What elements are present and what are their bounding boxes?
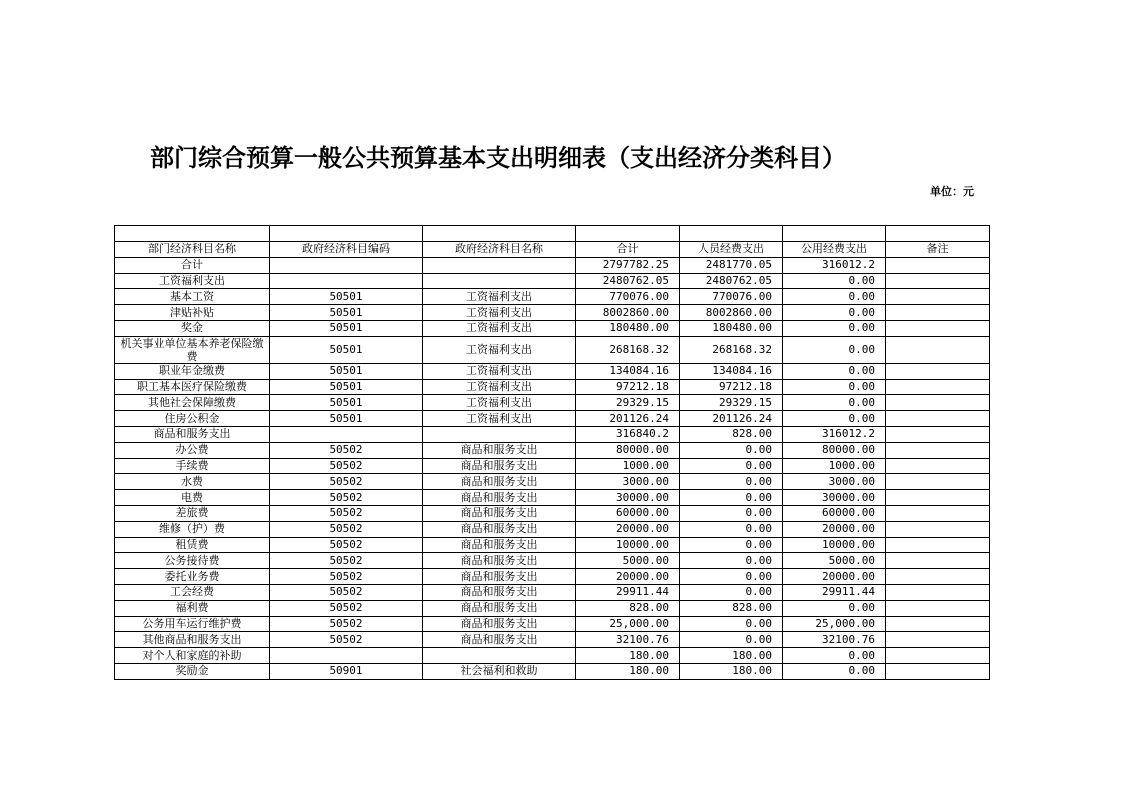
header-cell: 备注 [886,242,990,258]
table-row [115,379,990,395]
table-row [115,458,990,474]
row-public-cell: 3000.00 [783,474,886,490]
row-public-cell: 0.00 [783,379,886,395]
header-row [115,242,990,258]
row-personnel-cell: 97212.18 [680,379,783,395]
row-category-cell: 工资福利支出 [423,395,576,411]
row-total-cell: 10000.00 [576,537,680,553]
table-row [115,521,990,537]
table-row [115,320,990,336]
row-total-cell: 180480.00 [576,320,680,336]
row-total-cell: 97212.18 [576,379,680,395]
row-category-cell: 商品和服务支出 [423,553,576,569]
row-public-cell: 0.00 [783,395,886,411]
row-public-cell: 29911.44 [783,584,886,600]
row-total-cell: 8002860.00 [576,305,680,321]
row-remark-cell [886,569,990,585]
row-total-cell: 180.00 [576,663,680,679]
row-total-cell: 20000.00 [576,521,680,537]
table-row [115,600,990,616]
table-row [115,257,990,273]
row-remark-cell [886,584,990,600]
row-total-cell: 2480762.05 [576,273,680,289]
row-code-cell: 50501 [270,336,423,363]
row-category-cell: 工资福利支出 [423,336,576,363]
row-public-cell: 20000.00 [783,569,886,585]
row-total-cell: 201126.24 [576,411,680,427]
row-name-cell: 办公费 [115,442,270,458]
row-name-cell: 住房公积金 [115,411,270,427]
row-total-cell: 32100.76 [576,632,680,648]
row-personnel-cell: 828.00 [680,426,783,442]
table-row [115,289,990,305]
row-public-cell: 0.00 [783,273,886,289]
header-cell: 公用经费支出 [783,242,886,258]
row-remark-cell [886,632,990,648]
row-category-cell: 商品和服务支出 [423,632,576,648]
row-total-cell: 20000.00 [576,569,680,585]
row-personnel-cell: 0.00 [680,616,783,632]
row-remark-cell [886,553,990,569]
page-title: 部门综合预算一般公共预算基本支出明细表（支出经济分类科目） [150,143,846,172]
row-code-cell: 50502 [270,458,423,474]
table-row [115,305,990,321]
row-name-cell: 其他社会保障缴费 [115,395,270,411]
row-category-cell: 商品和服务支出 [423,537,576,553]
row-name-cell: 对个人和家庭的补助 [115,648,270,664]
table-row [115,505,990,521]
row-public-cell: 0.00 [783,289,886,305]
table-row [115,553,990,569]
table-row [115,426,990,442]
row-code-cell: 50501 [270,320,423,336]
row-total-cell: 180.00 [576,648,680,664]
row-category-cell: 商品和服务支出 [423,474,576,490]
row-name-cell: 奖励金 [115,663,270,679]
row-category-cell: 商品和服务支出 [423,521,576,537]
table-row [115,411,990,427]
row-personnel-cell: 0.00 [680,505,783,521]
row-code-cell: 50502 [270,584,423,600]
row-remark-cell [886,395,990,411]
row-remark-cell [886,305,990,321]
row-public-cell: 0.00 [783,600,886,616]
unit-label: 单位：元 [930,185,974,198]
row-category-cell: 商品和服务支出 [423,442,576,458]
row-remark-cell [886,442,990,458]
row-name-cell: 商品和服务支出 [115,426,270,442]
row-total-cell: 268168.32 [576,336,680,363]
row-total-cell: 770076.00 [576,289,680,305]
row-personnel-cell: 180480.00 [680,320,783,336]
row-category-cell: 商品和服务支出 [423,458,576,474]
row-total-cell: 1000.00 [576,458,680,474]
row-name-cell: 职业年金缴费 [115,363,270,379]
row-personnel-cell: 0.00 [680,537,783,553]
row-name-cell: 手续费 [115,458,270,474]
row-name-cell: 其他商品和服务支出 [115,632,270,648]
row-personnel-cell: 0.00 [680,442,783,458]
row-public-cell: 0.00 [783,648,886,664]
row-name-cell: 福利费 [115,600,270,616]
table-row [115,363,990,379]
row-public-cell: 0.00 [783,363,886,379]
row-personnel-cell: 0.00 [680,458,783,474]
row-remark-cell [886,411,990,427]
table-row [115,490,990,506]
row-category-cell: 工资福利支出 [423,320,576,336]
header-cell: 政府经济科目编码 [270,242,423,258]
row-name-cell: 差旅费 [115,505,270,521]
row-personnel-cell: 0.00 [680,521,783,537]
row-total-cell: 828.00 [576,600,680,616]
row-total-cell: 29911.44 [576,584,680,600]
row-public-cell: 20000.00 [783,521,886,537]
row-name-cell: 工资福利支出 [115,273,270,289]
row-name-cell: 水费 [115,474,270,490]
row-public-cell: 80000.00 [783,442,886,458]
row-personnel-cell: 2481770.05 [680,257,783,273]
row-total-cell: 30000.00 [576,490,680,506]
header-cell: 人员经费支出 [680,242,783,258]
row-total-cell: 80000.00 [576,442,680,458]
row-name-cell: 电费 [115,490,270,506]
row-remark-cell [886,648,990,664]
row-code-cell: 50501 [270,363,423,379]
row-code-cell: 50502 [270,553,423,569]
row-code-cell [270,273,423,289]
row-personnel-cell: 0.00 [680,490,783,506]
row-remark-cell [886,474,990,490]
row-name-cell: 奖金 [115,320,270,336]
row-category-cell: 工资福利支出 [423,289,576,305]
row-category-cell: 商品和服务支出 [423,584,576,600]
header-cell: 合计 [576,242,680,258]
row-public-cell: 316012.2 [783,257,886,273]
row-code-cell: 50502 [270,442,423,458]
table-row [115,616,990,632]
row-total-cell: 134084.16 [576,363,680,379]
row-name-cell: 公务用车运行维护费 [115,616,270,632]
row-public-cell: 0.00 [783,336,886,363]
header-cell: 部门经济科目名称 [115,242,270,258]
row-name-cell: 工会经费 [115,584,270,600]
row-personnel-cell: 0.00 [680,553,783,569]
row-name-cell: 租赁费 [115,537,270,553]
row-remark-cell [886,505,990,521]
table-row [115,336,990,363]
row-category-cell: 商品和服务支出 [423,616,576,632]
row-code-cell: 50501 [270,379,423,395]
table-row [115,648,990,664]
table-row [115,442,990,458]
row-total-cell: 25,000.00 [576,616,680,632]
row-code-cell: 50501 [270,411,423,427]
row-public-cell: 25,000.00 [783,616,886,632]
row-public-cell: 60000.00 [783,505,886,521]
row-remark-cell [886,273,990,289]
row-personnel-cell: 0.00 [680,569,783,585]
row-remark-cell [886,289,990,305]
row-public-cell: 0.00 [783,411,886,427]
blank-row [115,226,990,242]
row-name-cell: 委托业务费 [115,569,270,585]
row-remark-cell [886,490,990,506]
row-personnel-cell: 180.00 [680,663,783,679]
row-remark-cell [886,363,990,379]
row-personnel-cell: 0.00 [680,632,783,648]
row-remark-cell [886,257,990,273]
row-public-cell: 0.00 [783,663,886,679]
row-public-cell: 316012.2 [783,426,886,442]
row-personnel-cell: 180.00 [680,648,783,664]
table-row [115,474,990,490]
table-row [115,395,990,411]
row-remark-cell [886,616,990,632]
row-name-cell: 合计 [115,257,270,273]
row-remark-cell [886,537,990,553]
row-personnel-cell: 0.00 [680,584,783,600]
row-code-cell: 50501 [270,289,423,305]
row-category-cell: 社会福利和救助 [423,663,576,679]
table-row [115,663,990,679]
row-remark-cell [886,379,990,395]
row-public-cell: 5000.00 [783,553,886,569]
row-remark-cell [886,336,990,363]
row-code-cell: 50501 [270,395,423,411]
row-code-cell: 50502 [270,537,423,553]
table-row [115,632,990,648]
row-total-cell: 29329.15 [576,395,680,411]
row-category-cell: 工资福利支出 [423,411,576,427]
row-name-cell: 津贴补贴 [115,305,270,321]
table-row [115,537,990,553]
row-personnel-cell: 828.00 [680,600,783,616]
row-code-cell [270,257,423,273]
row-public-cell: 30000.00 [783,490,886,506]
row-total-cell: 60000.00 [576,505,680,521]
row-category-cell [423,648,576,664]
row-name-cell: 公务接待费 [115,553,270,569]
row-code-cell: 50502 [270,569,423,585]
row-personnel-cell: 268168.32 [680,336,783,363]
row-code-cell [270,426,423,442]
row-category-cell: 工资福利支出 [423,363,576,379]
row-remark-cell [886,458,990,474]
row-personnel-cell: 2480762.05 [680,273,783,289]
table-row [115,273,990,289]
row-code-cell: 50502 [270,616,423,632]
row-category-cell [423,426,576,442]
row-public-cell: 32100.76 [783,632,886,648]
row-personnel-cell: 770076.00 [680,289,783,305]
row-category-cell: 工资福利支出 [423,379,576,395]
row-category-cell: 商品和服务支出 [423,569,576,585]
row-category-cell: 商品和服务支出 [423,490,576,506]
row-code-cell: 50502 [270,474,423,490]
row-code-cell: 50901 [270,663,423,679]
row-personnel-cell: 0.00 [680,474,783,490]
row-code-cell: 50502 [270,600,423,616]
row-name-cell: 基本工资 [115,289,270,305]
row-category-cell: 商品和服务支出 [423,505,576,521]
row-total-cell: 2797782.25 [576,257,680,273]
row-public-cell: 0.00 [783,305,886,321]
row-name-cell: 职工基本医疗保险缴费 [115,379,270,395]
row-personnel-cell: 29329.15 [680,395,783,411]
row-name-cell: 维修（护）费 [115,521,270,537]
row-personnel-cell: 8002860.00 [680,305,783,321]
row-remark-cell [886,521,990,537]
row-category-cell: 工资福利支出 [423,305,576,321]
row-total-cell: 5000.00 [576,553,680,569]
row-remark-cell [886,663,990,679]
row-public-cell: 1000.00 [783,458,886,474]
row-code-cell: 50502 [270,521,423,537]
row-code-cell: 50501 [270,305,423,321]
row-personnel-cell: 201126.24 [680,411,783,427]
header-cell: 政府经济科目名称 [423,242,576,258]
row-personnel-cell: 134084.16 [680,363,783,379]
row-remark-cell [886,320,990,336]
row-total-cell: 316840.2 [576,426,680,442]
row-category-cell [423,273,576,289]
row-code-cell: 50502 [270,505,423,521]
row-code-cell [270,648,423,664]
row-public-cell: 0.00 [783,320,886,336]
row-public-cell: 10000.00 [783,537,886,553]
row-code-cell: 50502 [270,632,423,648]
budget-detail-table [114,225,990,680]
table-row [115,584,990,600]
row-code-cell: 50502 [270,490,423,506]
row-remark-cell [886,426,990,442]
row-category-cell [423,257,576,273]
row-remark-cell [886,600,990,616]
table-row [115,569,990,585]
row-total-cell: 3000.00 [576,474,680,490]
row-name-cell: 机关事业单位基本养老保险缴费 [115,336,270,363]
row-category-cell: 商品和服务支出 [423,600,576,616]
